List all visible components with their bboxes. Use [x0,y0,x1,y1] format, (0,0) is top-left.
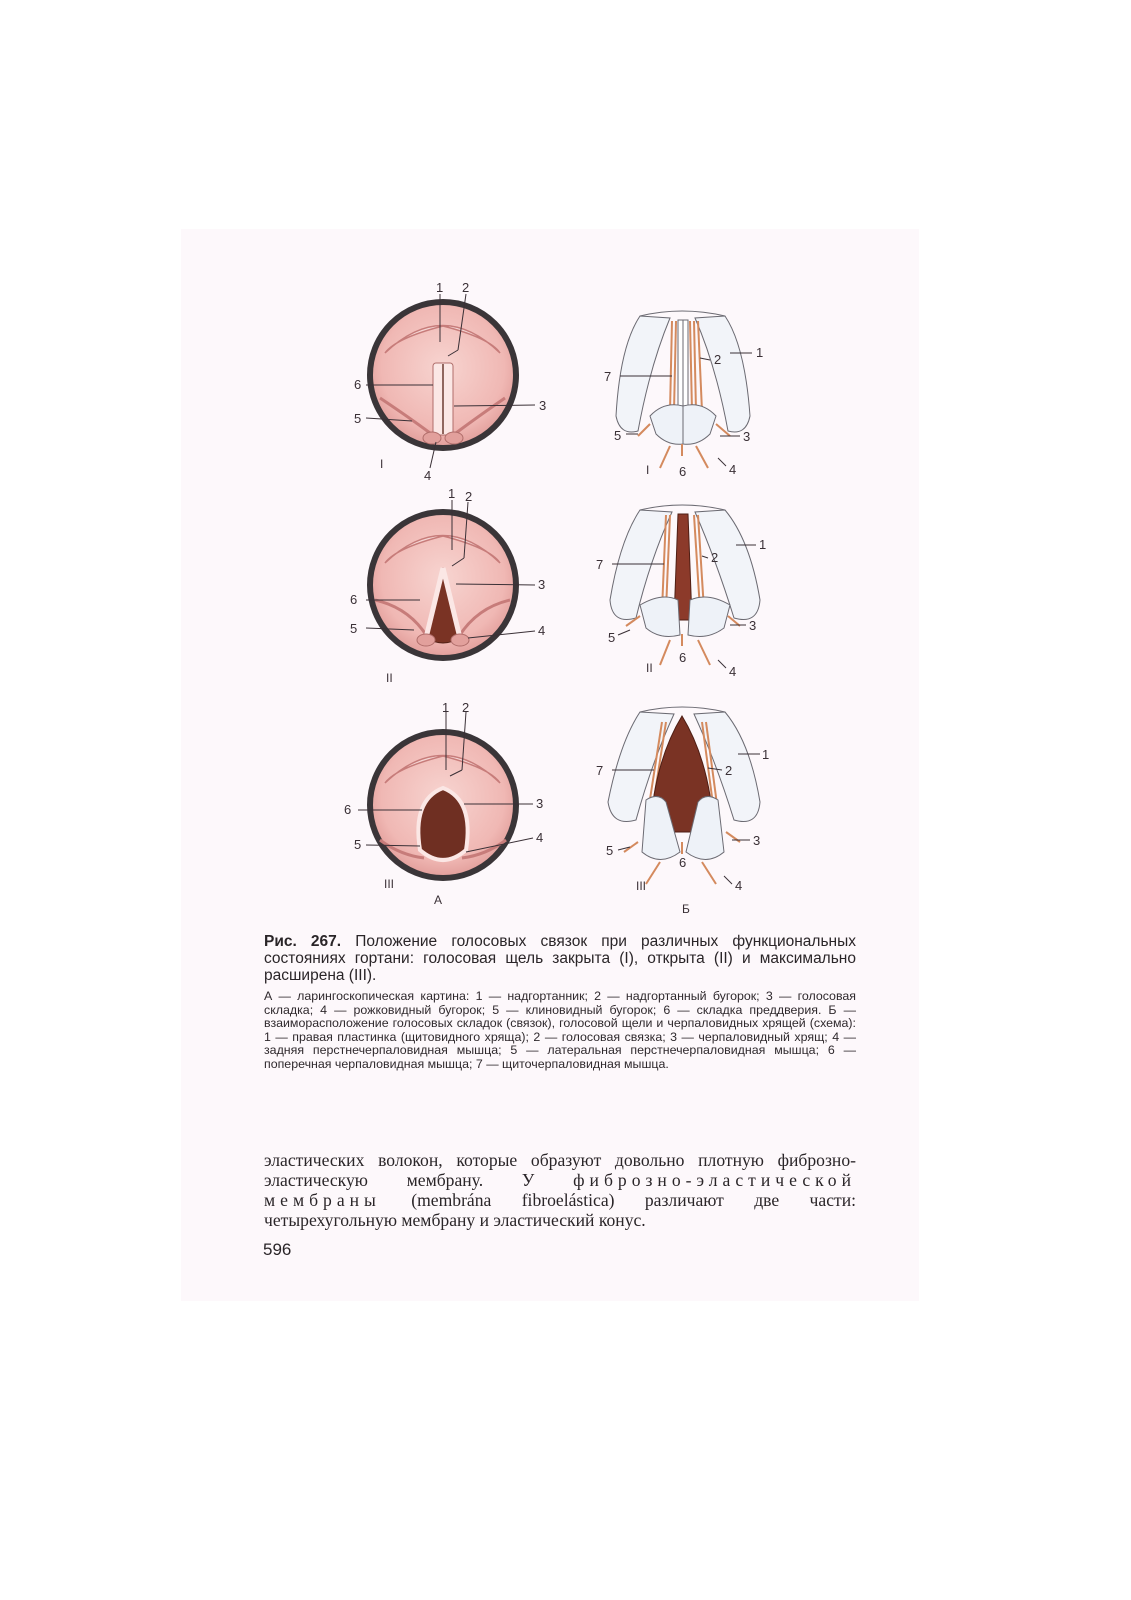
laryngoscope-view-closed [340,278,570,488]
latin-term: (membrána fibroelástica) [411,1190,615,1210]
label-2: 2 [714,352,722,367]
body-paragraph [264,1150,856,1230]
label-5: 5 [350,621,358,636]
spaced-term: фиброзно-эластической мембраны [264,1170,857,1210]
state-roman: I [646,463,650,477]
label-1: 1 [759,537,767,552]
label-5: 5 [608,630,616,645]
label-5: 5 [354,837,362,852]
laryngoscope-view-widened [340,700,570,910]
label-6: 6 [679,464,687,479]
label-7: 7 [604,369,612,384]
label-4: 4 [729,664,737,679]
label-1: 1 [756,345,764,360]
label-6: 6 [679,650,687,665]
label-3: 3 [536,796,544,811]
label-2: 2 [465,489,473,504]
label-5: 5 [606,843,614,858]
label-3: 3 [743,429,751,444]
label-4: 4 [735,878,743,893]
label-6: 6 [350,592,358,607]
label-7: 7 [596,763,604,778]
label-6: 6 [679,855,687,870]
figure-title: Положение голосовых связок при различных функциональных состояниях гортани: голосовая щель закрыта (I), открыта (II) и максимально расширена (III). [264,933,856,984]
label-5: 5 [614,428,622,443]
label-2: 2 [725,763,733,778]
state-roman: II [386,671,393,685]
body-text-part2: У [521,1170,535,1190]
label-2: 2 [711,550,719,565]
schema-widened [590,702,780,892]
state-roman: II [646,661,653,675]
label-3: 3 [749,618,757,633]
page-number: 596 [263,1240,292,1259]
label-7: 7 [596,557,604,572]
label-4: 4 [729,462,737,477]
state-roman: I [380,457,384,471]
schema-open [590,500,780,680]
label-3: 3 [538,577,546,592]
label-4: 4 [536,830,544,845]
panel-b-letter: Б [682,902,690,916]
body-text-part3: различают две части: четырехугольную мембрану и эластический конус. [264,1190,856,1230]
label-3: 3 [539,398,547,413]
label-2: 2 [462,280,470,295]
label-1: 1 [442,700,450,715]
figure-number: Рис. 267. [264,933,342,950]
body-text-part1: эластических волокон, которые образуют довольно плотную фиброзно-эластическую мембрану. [264,1150,856,1190]
label-3: 3 [753,833,761,848]
state-roman: III [636,879,647,893]
label-4: 4 [424,468,432,483]
schema-closed [590,306,780,484]
label-1: 1 [436,280,444,295]
label-6: 6 [344,802,352,817]
label-6: 6 [354,377,362,392]
label-5: 5 [354,411,362,426]
figure-caption [264,933,856,984]
figure-legend: А — ларингоскопическая картина: 1 — надгортанник; 2 — надгортанный бугорок; 3 — голосовая складка; 4 — рожковидный бугорок; 5 — клиновидный бугорок; 6 — складка преддверия. Б — взаиморасположение голосовых складок (связок), голосовой щели и черпаловидных хрящей (схема): 1 — правая пластинка (щитовидного хряща); 2 — голосовая связка; 3 — черпаловидный хрящ; 4 — задняя перстнечерпаловидная мышца; 5 — латеральная перстнечерпаловидная мышца; 6 — поперечная черпаловидная мышца; 7 — щиточерпаловидная мышца. [264,989,856,1071]
laryngoscope-view-open [340,488,570,698]
state-roman: III [384,877,395,891]
panel-a-letter: А [434,893,443,907]
label-1: 1 [762,747,770,762]
label-4: 4 [538,623,546,638]
label-2: 2 [462,700,470,715]
label-1: 1 [448,486,456,501]
